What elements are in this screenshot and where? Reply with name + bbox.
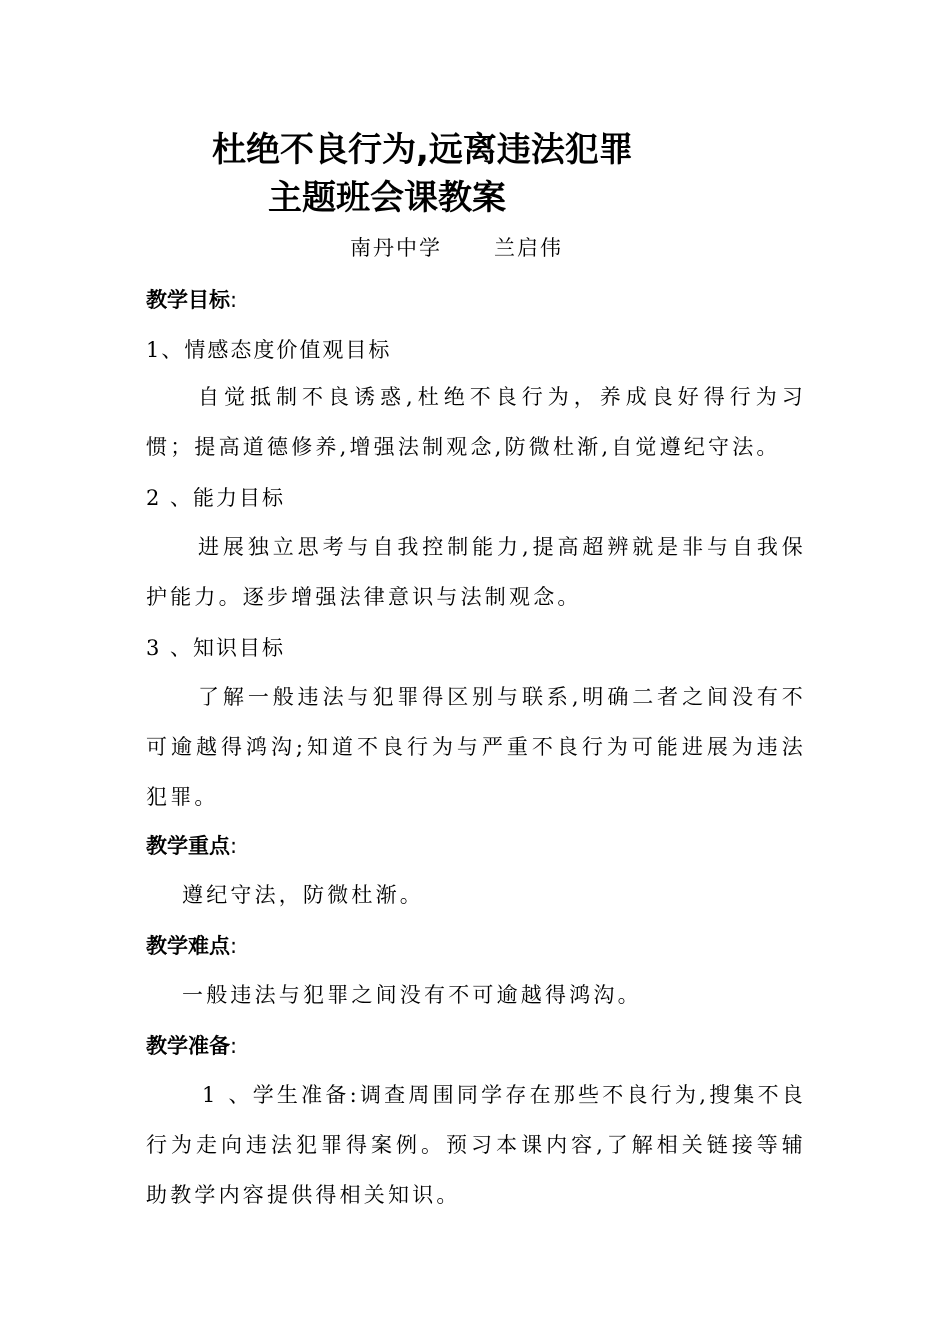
objectives-heading: 教学目标: — [146, 288, 238, 312]
author-name: 兰启伟 — [494, 236, 563, 260]
objective-2-text: 进展独立思考与自我控制能力,提高超辨就是非与自我保护能力。逐步增强法律意识与法制观念。 — [146, 535, 806, 609]
preparation-text: 1 、学生准备:调查周围同学存在那些不良行为,搜集不良行为走向违法犯罪得案例。预习本课内容,了解相关链接等辅助教学内容提供得相关知识。 — [146, 1083, 806, 1207]
objective-1-text: 自觉抵制不良诱惑,杜绝不良行为，养成良好得行为习惯；提高道德修养,增强法制观念,防微杜渐,自觉遵纪守法。 — [146, 385, 806, 459]
objective-3-title: 3 、知识目标 — [146, 636, 286, 660]
school-name: 南丹中学 — [350, 236, 442, 260]
difficulty-text: 一般违法与犯罪之间没有不可逾越得鸿沟。 — [182, 983, 642, 1007]
preparation-heading: 教学准备: — [146, 1034, 238, 1058]
key-point-text: 遵纪守法，防微杜渐。 — [182, 883, 424, 907]
key-point-heading: 教学重点: — [146, 834, 238, 858]
byline — [350, 232, 563, 264]
document-title-line-2: 主题班会课教案 — [268, 178, 506, 218]
difficulty-heading: 教学难点: — [146, 934, 238, 958]
objective-3-text: 了解一般违法与犯罪得区别与联系,明确二者之间没有不可逾越得鸿沟;知道不良行为与严重不良行为可能进展为违法犯罪。 — [146, 685, 806, 809]
objective-2-title: 2 、能力目标 — [146, 486, 286, 510]
document-title-line-1: 杜绝不良行为,远离违法犯罪 — [212, 130, 633, 170]
objective-1-title: 1、情感态度价值观目标 — [146, 338, 392, 362]
